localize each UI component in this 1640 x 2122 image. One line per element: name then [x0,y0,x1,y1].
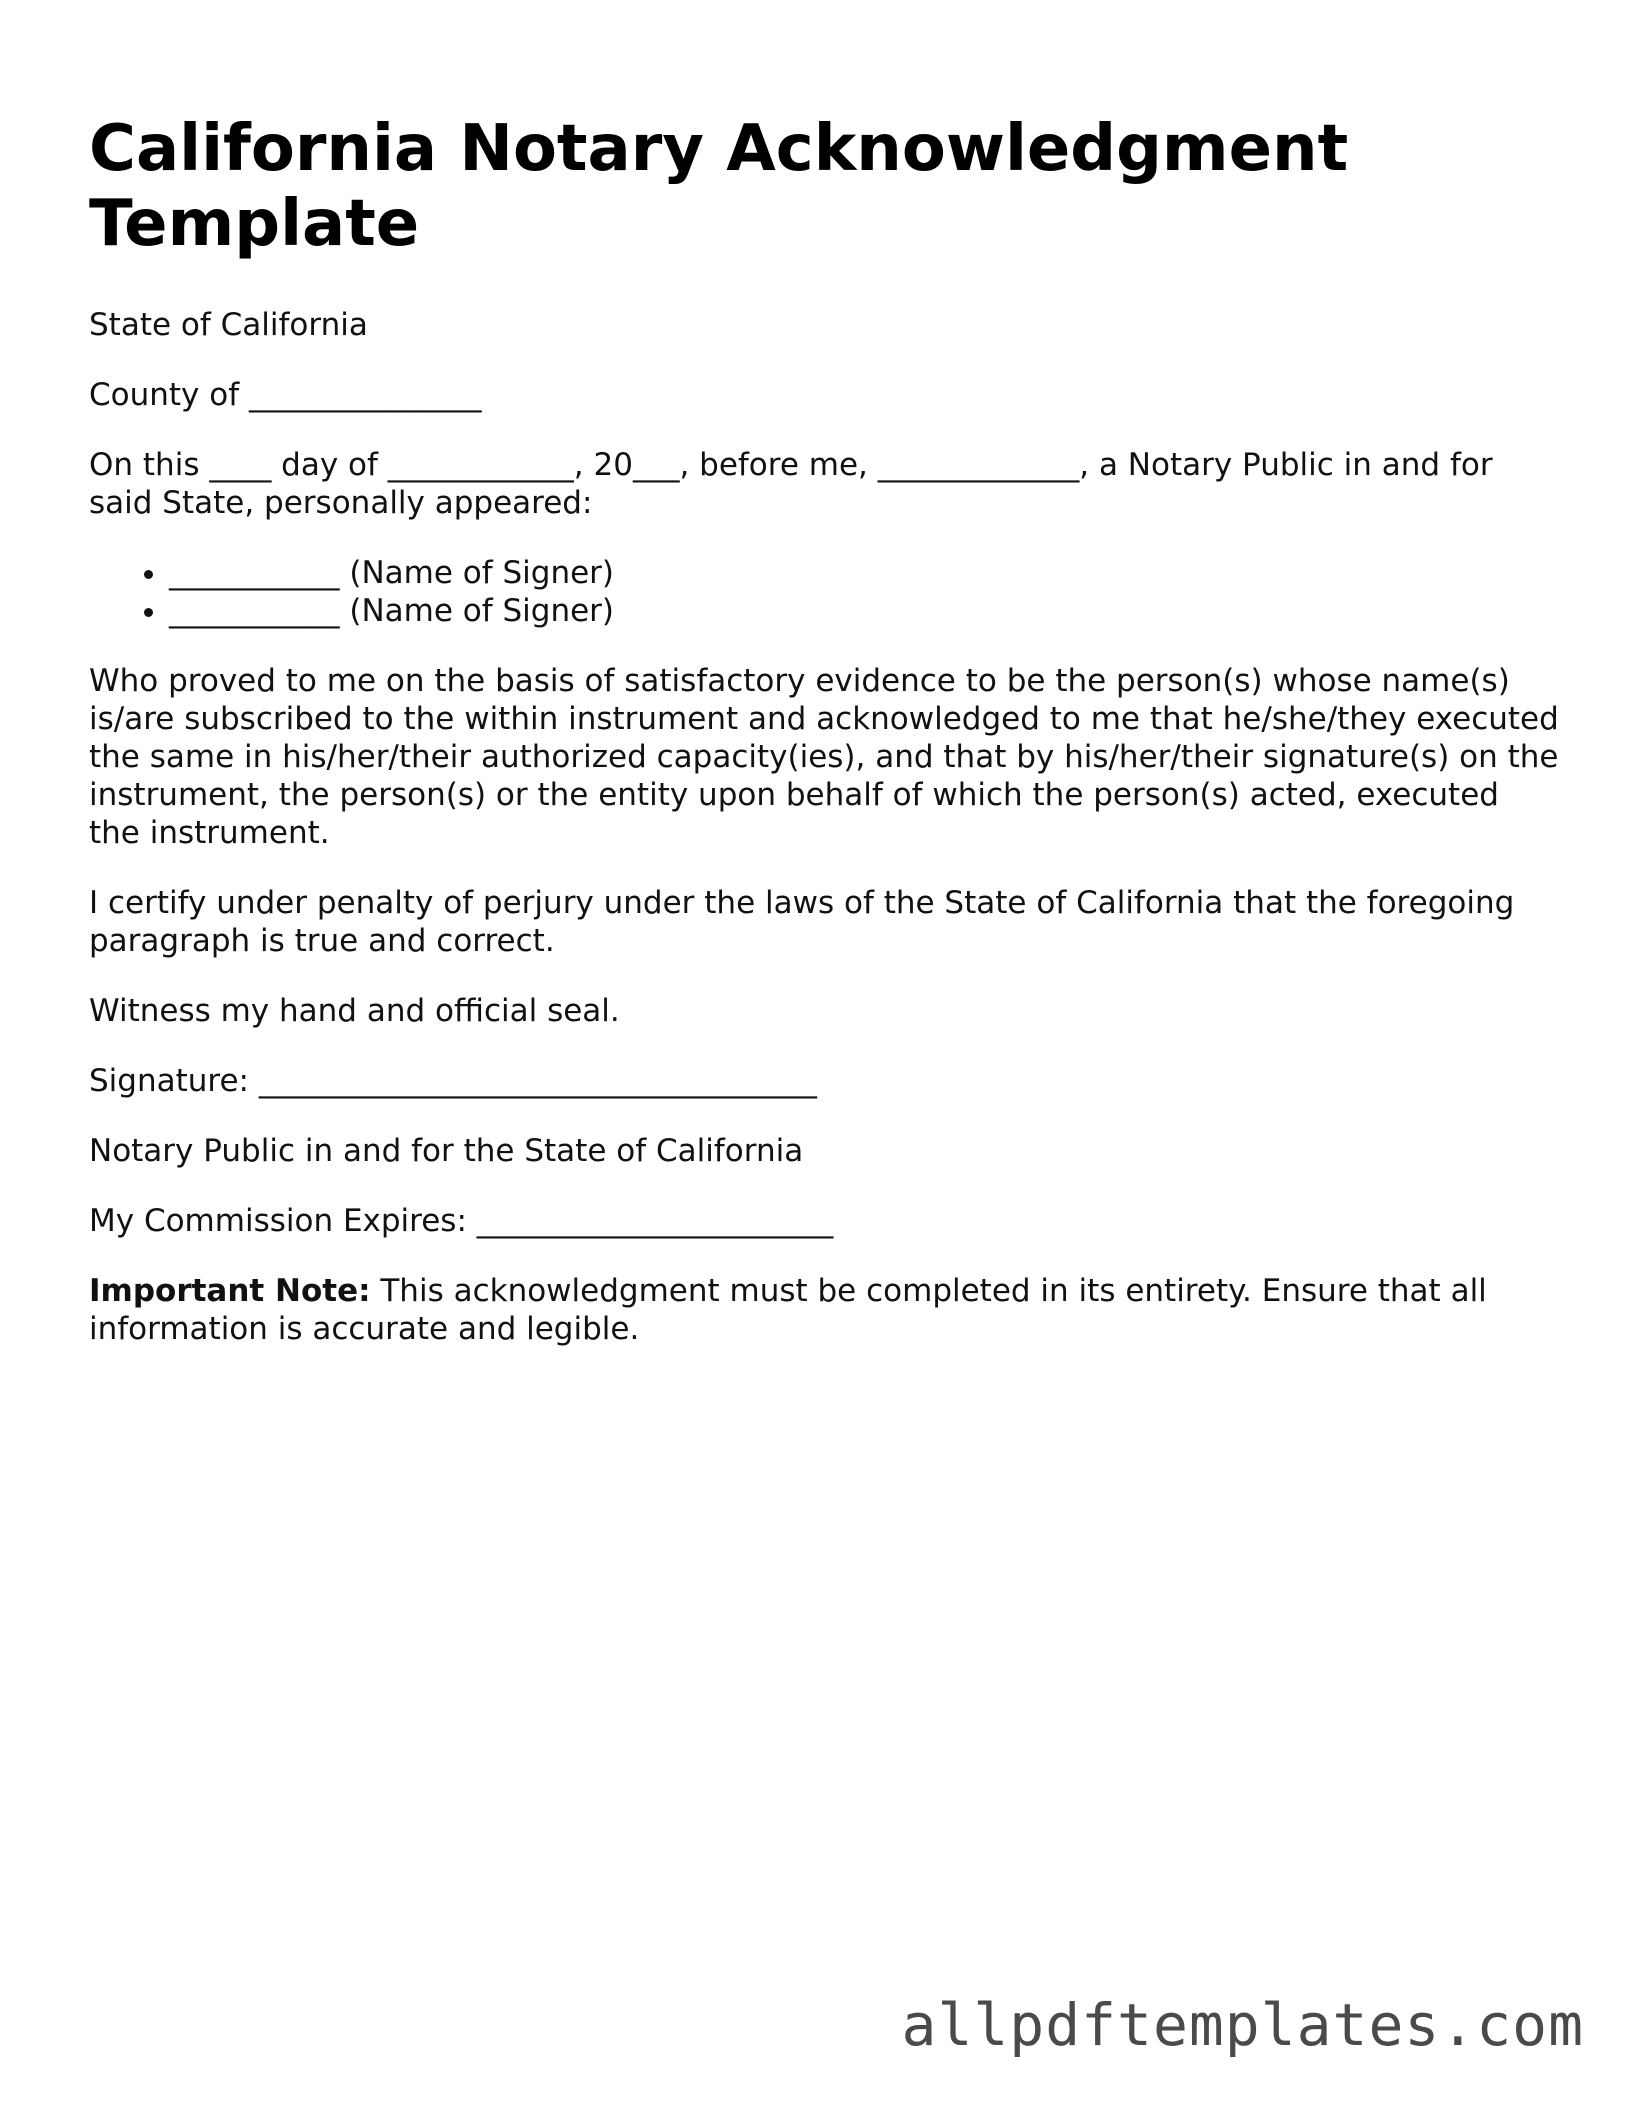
important-note [89,1272,1559,1348]
signer-list [89,554,1559,630]
notary-line: Notary Public in and for the State of California [89,1133,804,1169]
note-label: Important Note: [89,1273,371,1309]
signer-item: • ___________ (Name of Signer) [169,554,1559,592]
document-title: California Notary Acknowledgment Template [89,112,1349,261]
watermark: allpdftemplates.com [901,1991,1584,2059]
witness-line: Witness my hand and official seal. [89,993,620,1029]
document-page [89,112,1559,1380]
certify-paragraph: I certify under penalty of perjury under the laws of the State of California that the foregoing paragraph is true and correct. [89,885,1515,959]
note-text: This acknowledgment must be completed in its entirety. Ensure that all information is accurate and legible. [89,1273,1487,1347]
signature-line: Signature: ____________________________________ [89,1063,817,1099]
signer-item: • ___________ (Name of Signer) [169,592,1559,630]
state-line: State of California [89,307,368,343]
proof-paragraph: Who proved to me on the basis of satisfactory evidence to be the person(s) whose name(s) is/are subscribed to the within instrument and acknowledged to me that he/she/they executed the same in his/her/their authorized capacity(ies), and that by his/her/their signature(s) on the instrument, the person(s) or the entity upon behalf of which the person(s) acted, executed the instrument. [89,663,1559,851]
intro-paragraph: On this ____ day of ____________, 20___, before me, _____________, a Notary Public in and for said State, personally appeared: [89,447,1493,521]
commission-line: My Commission Expires: _______________________ [89,1203,834,1239]
county-line: County of _______________ [89,377,482,413]
